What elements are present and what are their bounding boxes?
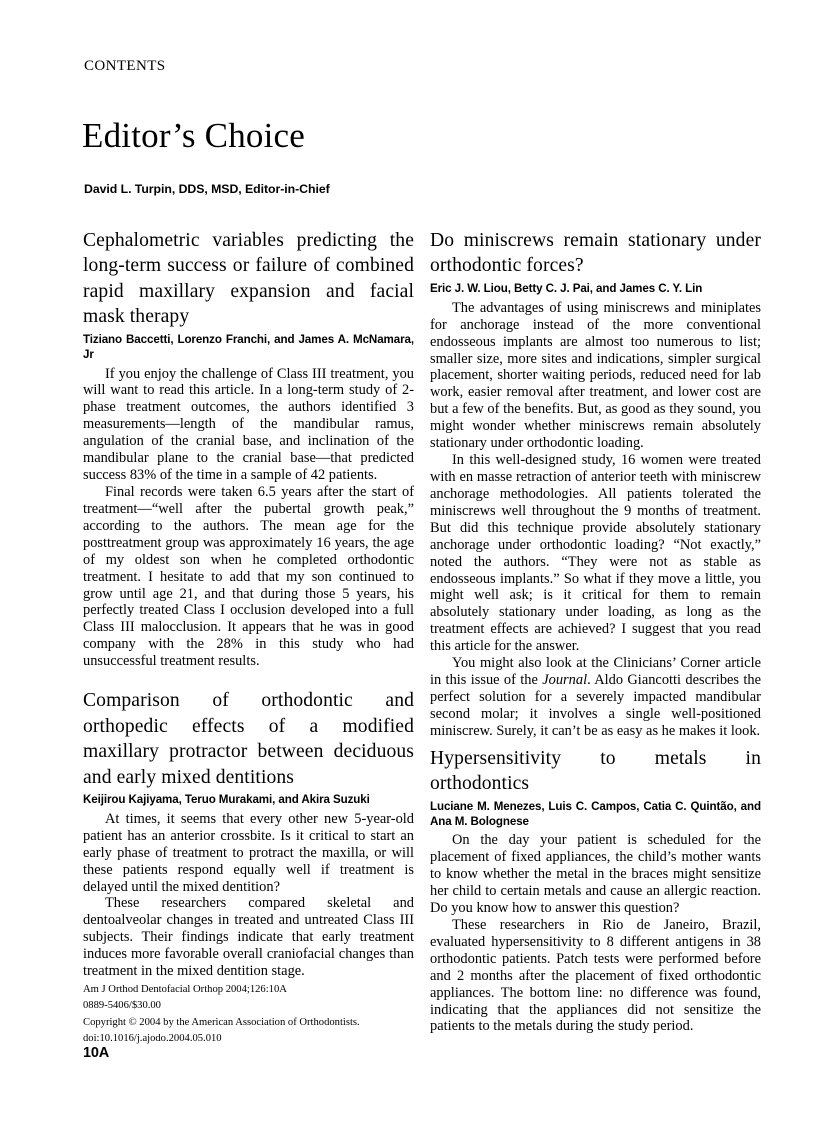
left-column: [83, 228, 414, 980]
article-block: [430, 746, 761, 1036]
article-title: Do miniscrews remain stationary under orthodontic forces?: [430, 230, 761, 277]
article-paragraph: These researchers compared skeletal and dentoalveolar changes in treated and untreated Class III subjects. Their findings indicate that early treatment induces more favorable overall craniofacial changes than treatment in the mixed dentition stage.: [83, 895, 414, 980]
article-paragraph: On the day your patient is scheduled for the placement of fixed appliances, the child’s mother wants to know whether the metal in the braces might sensitize her child to certain metals and cause an allergic reaction. Do you know how to answer this question?: [430, 832, 761, 917]
article-paragraph-with-italic: [430, 655, 761, 740]
article-paragraph: Final records were taken 6.5 years after the start of treatment—“well after the pubertal growth peak,” according to the authors. The mean age for the posttreatment group was approximately 16 years, the age of my oldest son when he completed orthodontic treatment. I hesitate to add that my son continued to grow until age 21, and that during those 5 years, his perfectly treated Class I occlusion developed into a full Class III malocclusion. It appears that he was in good company with the 28% in this study who had unsuccessful treatment results.: [83, 483, 414, 670]
article-paragraph: These researchers in Rio de Janeiro, Brazil, evaluated hypersensitivity to 8 different antigens in 38 orthodontic patients. Patch tests were performed before and 2 months after the placement of fixed orthodontic appliances. The bottom line: no difference was found, indicating that the appliances did not sensitize the patients to the metals during the study period.: [430, 916, 761, 1035]
article-paragraph: The advantages of using miniscrews and miniplates for anchorage instead of the more conventional endosseous implants are almost too numerous to list; smaller size, more sites and indications, simpler surgical placement, shorter waiting periods, reduced need for lab work, easier removal after treatment, and lower cost are but a few of the benefits. But, as good as they sound, you might wonder whether miniscrews remain absolutely stationary under orthodontic loading.: [430, 299, 761, 452]
article-block: [83, 228, 414, 670]
page-title: Editor’s Choice: [82, 116, 306, 155]
paragraph-text-before: You might also look at the Clinicians’ Corner article in this issue of the: [430, 655, 761, 689]
article-title: Comparison of orthodontic and orthopedic effects of a modified maxillary protractor between deciduous and early mixed dentitions: [83, 690, 414, 788]
article-block: [430, 228, 761, 740]
article-title: Cephalometric variables predicting the long-term success or failure of combined rapid maxillary expansion and facial mask therapy: [83, 230, 414, 328]
article-paragraph: At times, it seems that every other new 5-year-old patient has an anterior crossbite. Is it critical to start an early phase of treatment to protract the maxilla, or will these patients respond equally well if treatment is delayed until the mixed dentition?: [83, 810, 414, 895]
page-number: 10A: [83, 1045, 109, 1061]
article-authors: Luciane M. Menezes, Luis C. Campos, Catia C. Quintão, and Ana M. Bolognese: [430, 799, 761, 828]
article-authors: Eric J. W. Liou, Betty C. J. Pai, and James C. Y. Lin: [430, 281, 703, 295]
article-authors: Keijirou Kajiyama, Teruo Murakami, and Akira Suzuki: [83, 793, 370, 806]
footer-imprint: [83, 982, 423, 1048]
contents-label: CONTENTS: [84, 58, 166, 74]
footer-doi: doi:10.1016/j.ajodo.2004.05.010: [83, 1033, 222, 1045]
footer-citation: Am J Orthod Dentofacial Orthop 2004;126:10A: [83, 984, 287, 995]
section-spacer: [83, 670, 414, 688]
article-block: [83, 688, 414, 980]
editor-byline: David L. Turpin, DDS, MSD, Editor-in-Chief: [84, 182, 330, 196]
right-column: [430, 228, 761, 1035]
journal-italic: Journal: [542, 672, 588, 689]
article-title: Hypersensitivity to metals in orthodontics: [430, 747, 761, 795]
paragraph-text-after: . Aldo Giancotti describes the perfect solution for a severely impacted mandibular second molar; it involves a single well-positioned miniscrew. Surely, it can’t be as easy as he makes it look.: [430, 672, 761, 739]
article-paragraph: If you enjoy the challenge of Class III treatment, you will want to read this article. In a long-term study of 2-phase treatment outcomes, the authors identified 3 measurements—length of the mandibular ramus, angulation of the cranial base, and inclination of the mandibular plane to the cranial base—that predicted success 83% of the time in a sample of 42 patients.: [83, 365, 414, 484]
article-authors: Tiziano Baccetti, Lorenzo Franchi, and James A. McNamara, Jr: [83, 332, 414, 361]
footer-issn-price: 0889-5406/$30.00: [83, 1000, 161, 1012]
article-paragraph: In this well-designed study, 16 women were treated with en masse retraction of anterior teeth with miniscrew anchorage methodologies. All patients tolerated the miniscrews well throughout the 9 months of treatment. But did this technique provide absolutely stationary anchorage under orthodontic loading? “Not exactly,” noted the authors. “They were not as stable as endosseous implants.” So what if they move a little, you might well ask; is it critical for them to remain absolutely stationary under loading, as long as the treatment effects are achieved? I suggest that you read this article for the answer.: [430, 452, 761, 655]
footer-copyright: Copyright © 2004 by the American Association of Orthodontists.: [83, 1016, 360, 1028]
